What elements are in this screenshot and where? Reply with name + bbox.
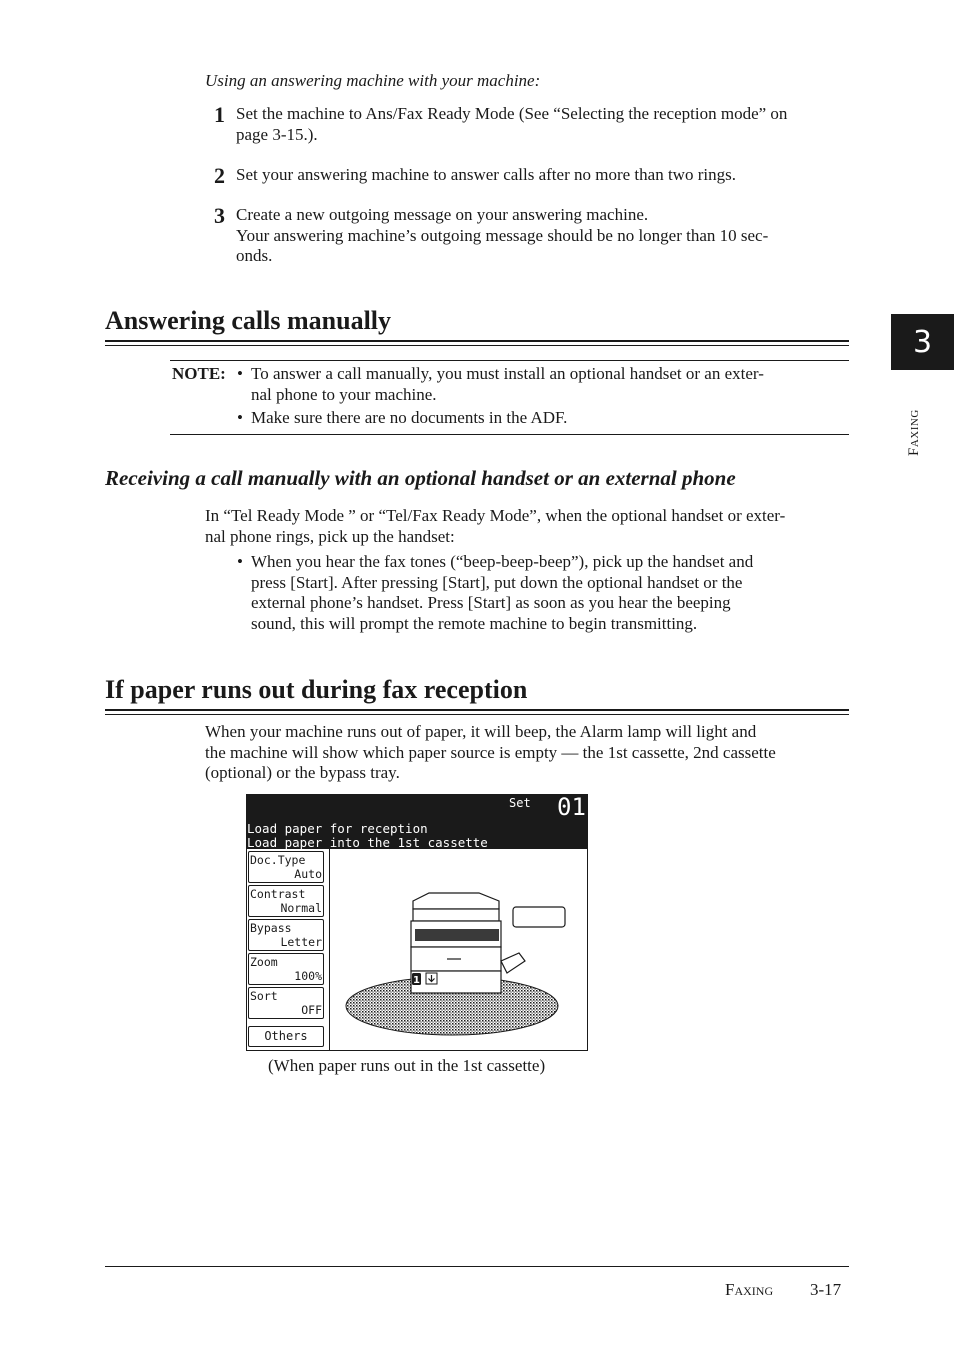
step-3-text — [236, 205, 849, 267]
side-label — [900, 388, 940, 458]
zoom-button[interactable] — [248, 953, 324, 985]
subsection-bullet: • When you hear the fax tones (“beep-beep-beep”), pick up the handset and press [Start]. After pressing [Start], put down the optional handset or the external phone’s handset. Press [Start] as soon as you hear the beeping sound, this will prompt the remote machine to begin transmitting. — [237, 552, 863, 634]
step-1-line-2: page 3-15.). — [236, 124, 318, 144]
step-3-line-1: Create a new outgoing message on your answering machine. — [236, 205, 649, 224]
copy-count: 01 — [557, 793, 586, 821]
step-1-number: 1 — [214, 102, 225, 127]
bypass-value: Letter — [280, 935, 322, 949]
bypass-button[interactable] — [248, 919, 324, 951]
step-3-number: 3 — [214, 203, 225, 228]
step-1-line-1: Set the machine to Ans/Fax Ready Mode (See “Selecting the reception mode” on — [236, 104, 788, 123]
first-cassette — [411, 971, 501, 993]
paper-para-line-2: the machine will show which paper source is empty — the 1st cassette, 2nd cassette — [205, 742, 776, 762]
zoom-value: 100% — [294, 969, 322, 983]
note-item-2-line-1: Make sure there are no documents in the ADF. — [251, 408, 568, 427]
bypass-tray — [501, 953, 525, 973]
contrast-label: Contrast — [250, 887, 306, 901]
step-2-line-1: Set your answering machine to answer calls after no more than two rings. — [236, 165, 736, 184]
subsection-heading: Receiving a call manually with an optional handset or an external phone — [105, 466, 736, 490]
lcd-message-2: Load paper into the 1st cassette — [247, 835, 488, 850]
lcd-message-1: Load paper for reception — [247, 821, 428, 836]
footer-rule — [105, 1266, 849, 1267]
contrast-button[interactable] — [248, 885, 324, 917]
step-2-number: 2 — [214, 163, 225, 188]
step-3-line-2: Your answering machine’s outgoing message should be no longer than 10 sec- — [236, 225, 769, 245]
doc-type-button[interactable] — [248, 851, 324, 883]
scanner-body — [413, 909, 499, 921]
heading-rule — [105, 709, 849, 711]
heading-rule-thin — [105, 345, 849, 346]
contrast-value: Normal — [280, 901, 322, 915]
note-list — [237, 364, 849, 429]
cassette-number: 1 — [413, 975, 420, 986]
status-box — [513, 907, 565, 927]
section-heading-answering: Answering calls manually — [105, 306, 392, 335]
step-2-text — [236, 165, 849, 186]
machine-illustration — [329, 849, 587, 1050]
note-item: • To answer a call manually, you must install an optional handset or an exter- nal phone to your machine. — [237, 364, 849, 405]
lcd-sidebar — [247, 849, 330, 1050]
lcd-panel — [246, 794, 588, 1051]
bullet-line-4: sound, this will prompt the remote machine to begin transmitting. — [251, 613, 698, 633]
heading-rule — [105, 340, 849, 342]
adf-cover — [413, 893, 499, 909]
page-number: 3-17 — [810, 1280, 842, 1299]
bullet-line-2: press [Start]. After pressing [Start], put down the optional handset or the — [251, 572, 743, 592]
chapter-tab: 3 — [891, 314, 954, 370]
footer-section: Faxing — [725, 1280, 774, 1299]
sort-button[interactable] — [248, 987, 324, 1019]
lcd-header — [247, 795, 587, 849]
section-heading-paper: If paper runs out during fax reception — [105, 675, 528, 704]
note-top-rule — [170, 360, 849, 361]
bypass-label: Bypass — [250, 921, 292, 935]
others-button[interactable]: Others — [248, 1026, 324, 1047]
note-item: • Make sure there are no documents in the ADF. — [237, 408, 849, 429]
figure-caption: (When paper runs out in the 1st cassette) — [268, 1056, 546, 1075]
step-3-line-3: onds. — [236, 246, 273, 265]
sort-label: Sort — [250, 989, 278, 1003]
note-item-1-line-2: nal phone to your machine. — [251, 384, 437, 404]
output-tray — [415, 929, 499, 941]
subsection-para-line-2: nal phone rings, pick up the handset: — [205, 526, 455, 546]
heading-rule-thin — [105, 714, 849, 715]
paper-paragraph — [205, 722, 855, 784]
doc-type-value: Auto — [294, 867, 322, 881]
note-item-1-line-1: To answer a call manually, you must install an optional handset or an exter- — [251, 364, 764, 383]
note-bottom-rule — [170, 434, 849, 435]
intro-heading: Using an answering machine with your machine: — [205, 71, 541, 90]
zoom-label: Zoom — [250, 955, 278, 969]
paper-para-line-1: When your machine runs out of paper, it will beep, the Alarm lamp will light and — [205, 722, 757, 741]
bullet-line-3: external phone’s handset. Press [Start] as soon as you hear the beeping — [251, 593, 731, 612]
note-label: NOTE: — [172, 364, 226, 383]
bullet-line-1: When you hear the fax tones (“beep-beep-beep”), pick up the handset and — [251, 552, 754, 571]
side-label-text: Faxing — [906, 409, 922, 456]
step-1-text — [236, 104, 849, 145]
paper-para-line-3: (optional) or the bypass tray. — [205, 763, 400, 782]
doc-type-label: Doc.Type — [250, 853, 306, 867]
set-label: Set — [509, 796, 531, 810]
sort-value: OFF — [301, 1003, 322, 1017]
subsection-paragraph — [205, 506, 849, 547]
subsection-para-line-1: In “Tel Ready Mode ” or “Tel/Fax Ready Mode”, when the optional handset or exter- — [205, 506, 786, 525]
